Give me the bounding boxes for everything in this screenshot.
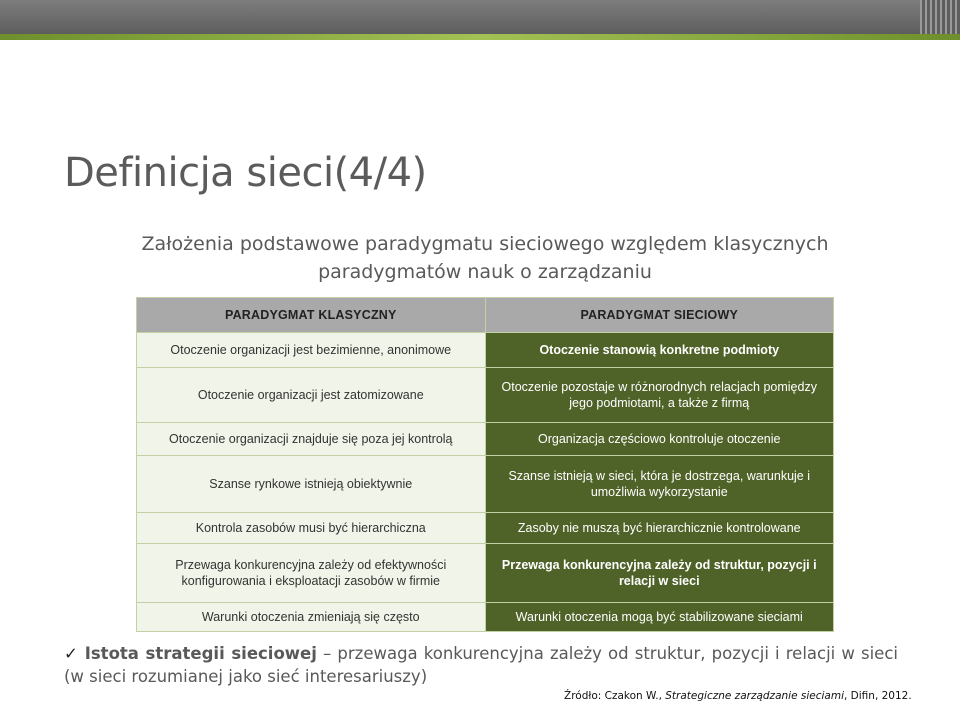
network-cell: Zasoby nie muszą być hierarchicznie kontrolowane [485, 513, 834, 544]
conclusion-bullet [64, 642, 898, 688]
subtitle-line-1: Założenia podstawowe paradygmatu sieciowego względem klasycznych [141, 233, 829, 255]
classic-cell: Otoczenie organizacji znajduje się poza jej kontrolą [137, 423, 486, 456]
table-row [137, 333, 834, 368]
network-cell: Otoczenie stanowią konkretne podmioty [485, 333, 834, 368]
table-row [137, 456, 834, 513]
classic-cell: Warunki otoczenia zmieniają się często [137, 603, 486, 632]
classic-cell: Szanse rynkowe istnieją obiektywnie [137, 456, 486, 513]
table-header-row [137, 298, 834, 333]
subtitle-line-2: paradygmatów nauk o zarządzaniu [318, 261, 652, 283]
network-cell: Szanse istnieją w sieci, która je dostrzega, warunkuje i umożliwia wykorzystanie [485, 456, 834, 513]
checkmark-icon: ✓ [64, 644, 79, 663]
paradigm-comparison-table [136, 297, 834, 632]
classic-cell: Otoczenie organizacji jest bezimienne, anonimowe [137, 333, 486, 368]
network-cell: Warunki otoczenia mogą być stabilizowane sieciami [485, 603, 834, 632]
accent-bar [0, 34, 960, 40]
source-title: Strategiczne zarządzanie sieciami [665, 690, 844, 702]
network-cell: Organizacja częściowo kontroluje otoczenie [485, 423, 834, 456]
classic-cell: Kontrola zasobów musi być hierarchiczna [137, 513, 486, 544]
network-cell: Otoczenie pozostaje w różnorodnych relacjach pomiędzy jego podmiotami, a także z firmą [485, 368, 834, 423]
table-row [137, 603, 834, 632]
header-classic-paradigm: PARADYGMAT KLASYCZNY [137, 298, 486, 333]
classic-cell: Przewaga konkurencyjna zależy od efektywności konfigurowania i eksploatacji zasobów w firmie [137, 544, 486, 603]
slide-title: Definicja sieci(4/4) [64, 150, 427, 196]
classic-cell: Otoczenie organizacji jest zatomizowane [137, 368, 486, 423]
source-suffix: , Difin, 2012. [844, 690, 912, 702]
conclusion-text: – przewaga konkurencyjna zależy od struktur, pozycji i relacji w sieci (w sieci rozumianej jako sieć interesariuszy) [64, 644, 898, 686]
table-row [137, 368, 834, 423]
source-citation [564, 690, 912, 702]
banner-stripes [920, 0, 960, 34]
header-network-paradigm: PARADYGMAT SIECIOWY [485, 298, 834, 333]
slide-subtitle [100, 230, 870, 286]
network-cell: Przewaga konkurencyjna zależy od struktur, pozycji i relacji w sieci [485, 544, 834, 603]
table-row [137, 423, 834, 456]
top-banner [0, 0, 960, 34]
table-row [137, 513, 834, 544]
source-prefix: Źródło: Czakon W., [564, 690, 666, 702]
table-row [137, 544, 834, 603]
conclusion-bold: Istota strategii sieciowej [84, 644, 317, 663]
